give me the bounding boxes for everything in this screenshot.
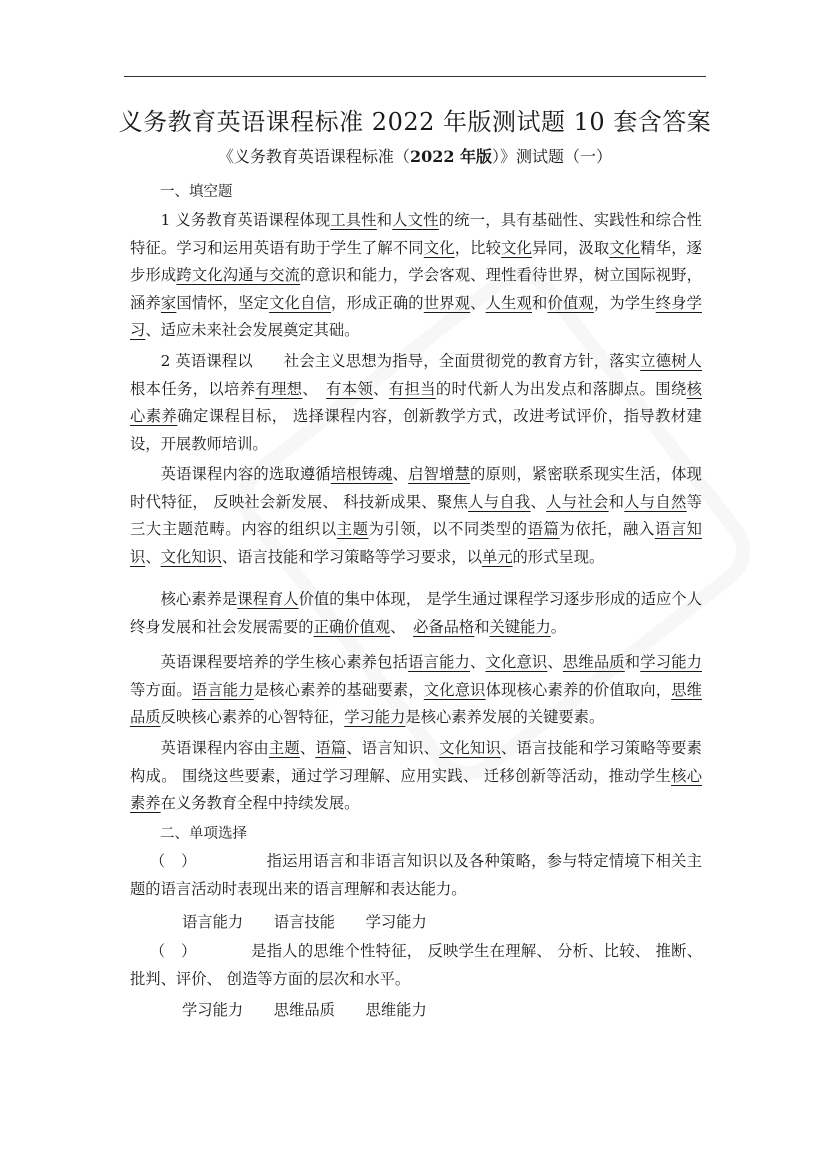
text-segment: 、 [470, 653, 486, 671]
answer-blank: 工具性 [330, 211, 377, 229]
text-segment: 异同，汲取 [532, 238, 610, 257]
header-rule [124, 76, 706, 77]
answer-blank: 学习能力 [640, 653, 702, 671]
answer-blank: 有本领 [326, 379, 374, 398]
text-segment: 为依托，融入 [559, 520, 655, 538]
answer-blank: 文化知识 [160, 547, 222, 566]
text-segment: 、 [470, 293, 486, 312]
text-segment: 、 [530, 492, 547, 511]
text-segment: 为引领，以不同类型的 [368, 520, 528, 538]
answer-blank: 思维品质 [130, 680, 702, 726]
answer-blank: 单元 [481, 547, 513, 566]
text-segment: 、语言技能和学习策略等学习要求，以 [221, 547, 482, 566]
answer-blank: 人与社会 [546, 492, 609, 511]
text-segment: 、语言技能和学习策略等要素构成。 围绕这些要素，通过学习理解、应用实践、 迁移创新等活动，推动学生 [130, 739, 702, 785]
paragraph-4 [130, 586, 702, 641]
text-segment: 的意识和能力，学会客观、理性看待世界，树立国际视野，涵养 [130, 266, 702, 312]
text-segment: 、 [373, 379, 389, 398]
paragraph-2 [130, 348, 702, 458]
answer-blank: 核心素养 [130, 379, 702, 425]
answer-blank: 启智增慧 [408, 465, 471, 483]
answer-blank: 终身学习 [130, 293, 702, 339]
text-segment: 的时代新人为出发点和落脚点。围绕 [435, 379, 687, 398]
text-segment: ，为学生 [593, 293, 656, 312]
text-segment: 反映核心素养的心智特征， [160, 708, 345, 726]
text-segment: 英语课程要培养的学生核心素养包括 [160, 653, 409, 671]
text-segment: 和 [608, 492, 625, 511]
subtitle-prefix: 《义务教育英语课程标准（ [217, 147, 410, 166]
answer-blank: 培根铸魂 [330, 465, 393, 483]
text-segment: 根本任务，以培养 [130, 379, 256, 398]
answer-blank: 语篇 [527, 520, 560, 538]
answer-blank: 主题 [336, 520, 369, 538]
text-segment: 等三大主题范畴。内容的组织以 [130, 492, 702, 538]
text-segment: 是核心素养的基础要素， [253, 680, 424, 699]
answer-blank: 文化 [501, 238, 533, 257]
text-segment: 的原则，紧密联系现实生活，体现时代特征， 反映社会新发展、 科技新成果、聚焦 [130, 465, 702, 511]
text-segment: 的统一，具有基础性、实践性和综合性特征。学习和运用英语有助于学生了解不同 [130, 211, 702, 257]
answer-blank: 语篇 [315, 739, 347, 757]
answer-blank: 正确价值观 [313, 617, 391, 636]
answer-blank: 文化知识 [439, 739, 501, 757]
subtitle-year: 2022 年版 [409, 147, 493, 166]
text-segment: 、 [302, 379, 327, 398]
text-segment: 英语课程内容的选取遵循 [160, 465, 331, 483]
text-segment: 等方面。 [130, 680, 192, 699]
answer-blank: 必备品格 [413, 617, 475, 636]
text-segment: 精华，逐步形成 [130, 238, 702, 284]
text-segment: 价值的集中体现， 是学生通过课程学习逐步形成的适应个人终身发展和社会发展需要的 [130, 590, 702, 636]
answer-blank: 语言能力 [191, 680, 254, 699]
answer-blank: 文化 [423, 238, 455, 257]
answer-blank: 文化意识 [423, 680, 486, 699]
answer-blank: 人文性 [392, 211, 439, 229]
text-segment: ，形成正确的 [331, 293, 424, 312]
text-segment: 和 [376, 211, 393, 229]
answer-blank: 课程育人 [237, 590, 299, 608]
text-segment: 、 [547, 653, 563, 671]
answer-blank: 文化 [609, 238, 641, 257]
text-segment: 、 [145, 547, 161, 566]
paragraph-6 [130, 735, 702, 818]
answer-blank: 文化意识 [485, 653, 548, 671]
answer-blank: 语言能力 [408, 653, 471, 671]
text-segment: 。 [550, 617, 567, 636]
subtitle-suffix: ）》测试题（一） [492, 147, 613, 166]
answer-blank: 家 [160, 293, 177, 312]
text-segment: 体现核心素养的价值取向， [485, 680, 672, 699]
answer-blank: 价值观 [547, 293, 594, 312]
answer-blank: 人与自然 [624, 492, 687, 511]
paragraph-3 [130, 461, 702, 571]
answer-blank: 立德树人 [640, 352, 702, 370]
section-heading-single-choice: 二、单项选择 [160, 826, 247, 842]
answer-blank: 关键能力 [489, 617, 551, 636]
question-2-options: 学习能力 思维品质 思维能力 [182, 1001, 427, 1019]
text-segment: 和 [532, 293, 548, 312]
text-segment: 2 英语课程以 社会主义思想为指导，全面贯彻党的教育方针，落实 [160, 352, 641, 370]
text-segment: 核心素养是 [160, 590, 238, 608]
question-2: （ ） 是指人的思维个性特征， 反映学生在理解、 分析、比较、 推断、批判、评价、 创造等方面的层次和水平。 [130, 942, 702, 988]
section-heading-fill-blank: 一、填空题 [160, 184, 233, 200]
text-segment: 、 [299, 739, 316, 757]
text-segment: 、适应未来社会发展奠定其础。 [145, 321, 360, 339]
text-segment: 和 [624, 653, 641, 671]
text-segment: ，比较 [454, 238, 502, 257]
text-segment: 英语课程内容由 [160, 739, 269, 757]
answer-blank: 思维品质 [562, 653, 625, 671]
text-segment: 在义务教育全程中持续发展。 [160, 794, 360, 812]
answer-blank: 世界观 [423, 293, 471, 312]
question-1: （ ） 指运用语言和非语言知识以及各种策略，参与特定情境下相关主题的语言活动时表现出来的语言理解和表达能力。 [130, 852, 702, 898]
text-segment: 确定课程目标， 选择课程内容，创新教学方式，改进考试评价，指导教材建设，开展教师培训。 [130, 407, 702, 453]
text-segment: 和 [474, 617, 490, 636]
text-segment: 、 [390, 617, 414, 636]
document-subtitle [0, 144, 830, 167]
answer-blank: 有担当 [388, 379, 436, 398]
answer-blank: 人与自我 [468, 492, 531, 511]
answer-blank: 学习能力 [344, 708, 406, 726]
document-title: 义务教育英语课程标准 2022 年版测试题 10 套含答案 [118, 108, 712, 136]
answer-blank: 文化自信 [269, 293, 331, 312]
answer-blank: 有理想 [255, 379, 303, 398]
question-1-options: 语言能力 语言技能 学习能力 [182, 913, 427, 931]
paragraph-5 [130, 649, 702, 732]
text-segment: 、 [392, 465, 409, 483]
answer-blank: 语言知识 [130, 520, 702, 566]
text-segment: 的形式呈现。 [512, 547, 605, 566]
answer-blank: 核心素养 [130, 766, 702, 812]
answer-blank: 跨文化沟通与交流 [176, 266, 301, 284]
text-segment: 国情怀，坚定 [176, 293, 270, 312]
answer-blank: 人生观 [485, 293, 533, 312]
text-segment: 、语言知识、 [346, 739, 440, 757]
paragraph-1 [130, 207, 702, 345]
answer-blank: 主题 [268, 739, 300, 757]
text-segment: 是核心素养发展的关键要素。 [405, 708, 605, 726]
text-segment: 1 义务教育英语课程体现 [160, 211, 331, 229]
